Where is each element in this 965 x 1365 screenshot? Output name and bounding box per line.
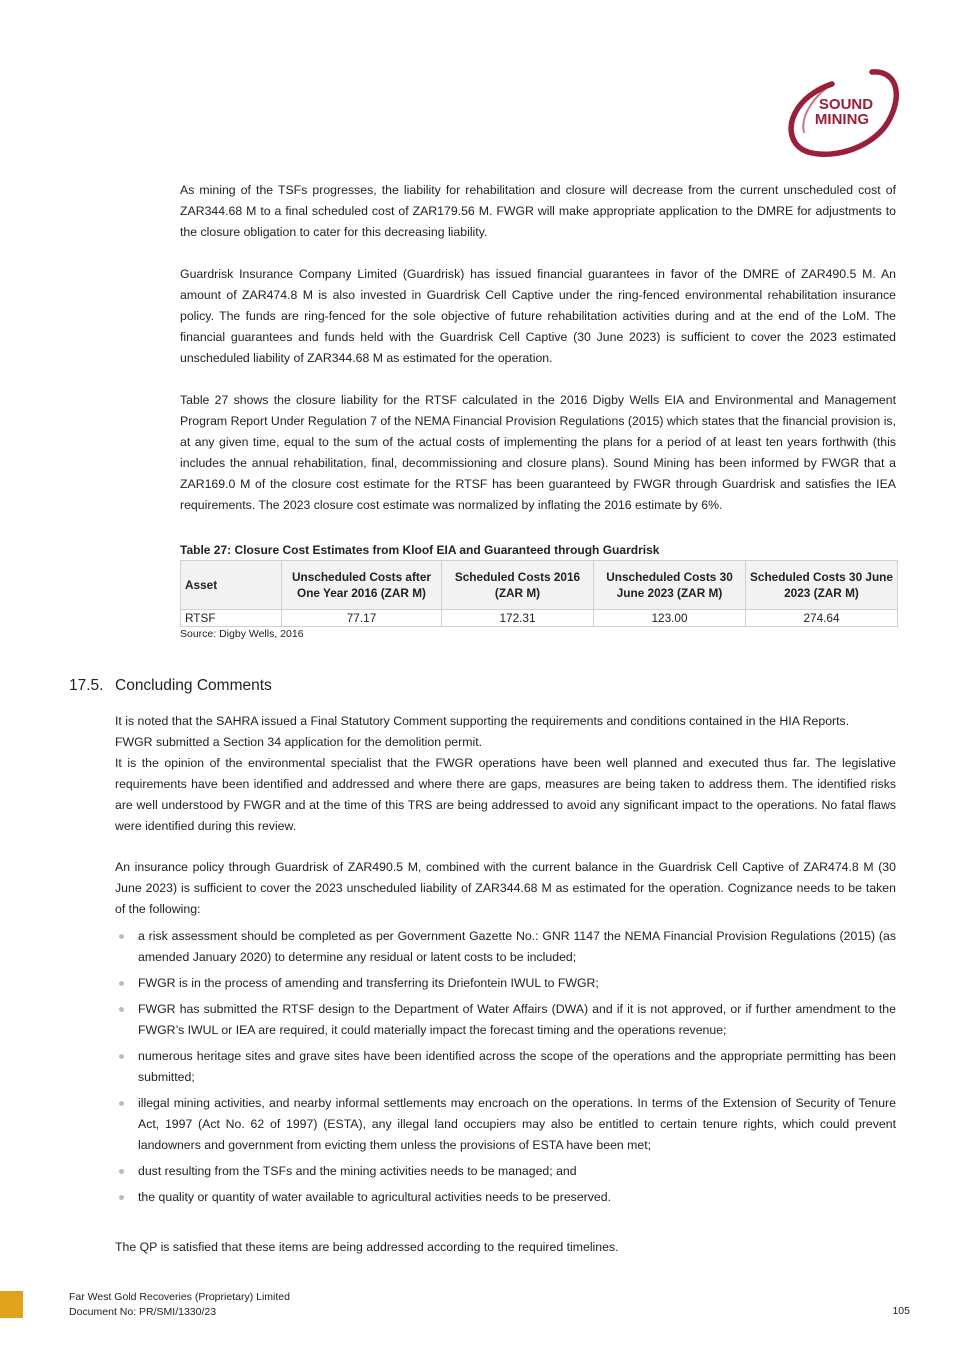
footer-document-no: Document No: PR/SMI/1330/23: [69, 1306, 217, 1318]
paragraph-opinion: It is the opinion of the environmental specialist that the FWGR operations have been well planned and executed thus far. The legislative requirements have been identified and addressed and where there are gaps, measures are being taken to address them. The identified risks are well understood by FWGR and at the time of this TRS are being addressed to avoid any significant impact to the operations. No fatal flaws were identified during this review.: [115, 756, 896, 833]
bullet-icon: [119, 934, 124, 939]
cell-unscheduled-2016: 77.17: [282, 610, 442, 627]
section-number: 17.5.: [69, 677, 104, 694]
footer-accent-bar: [0, 1291, 23, 1318]
cell-scheduled-2016: 172.31: [442, 610, 594, 627]
paragraph-closing: The QP is satisfied that these items are being addressed according to the required timelines.: [115, 1240, 619, 1254]
table-source: Source: Digby Wells, 2016: [180, 628, 304, 640]
bullet-icon: [119, 1101, 124, 1106]
section-heading: [69, 677, 272, 695]
bullet-icon: [119, 1054, 124, 1059]
cell-unscheduled-2023: 123.00: [594, 610, 746, 627]
list-item: a risk assessment should be completed as per Government Gazette No.: GNR 1147 the NEMA Financial Provision Regulations (2015) (as amended January 2020) to determine any residual or latent costs to be included;: [115, 926, 896, 968]
bullet-icon: [119, 981, 124, 986]
bullet-icon: [119, 1007, 124, 1012]
closure-cost-table: [180, 560, 898, 627]
paragraph-sahra-line-1: It is noted that the SAHRA issued a Final Statutory Comment supporting the requirements and conditions contained in the HIA Reports.: [115, 714, 850, 728]
col-header-asset: Asset: [181, 561, 282, 610]
cell-asset: RTSF: [181, 610, 282, 627]
list-item: the quality or quantity of water available to agricultural activities needs to be preserved.: [115, 1187, 896, 1208]
table-header-row: [181, 561, 898, 610]
footer-text: [69, 1290, 290, 1320]
bullet-icon: [119, 1195, 124, 1200]
cell-scheduled-2023: 274.64: [746, 610, 898, 627]
col-header-scheduled-2016: Scheduled Costs 2016 (ZAR M): [442, 561, 594, 610]
col-header-unscheduled-2023: Unscheduled Costs 30 June 2023 (ZAR M): [594, 561, 746, 610]
col-header-scheduled-2023: Scheduled Costs 30 June 2023 (ZAR M): [746, 561, 898, 610]
list-item: numerous heritage sites and grave sites have been identified across the scope of the operations and the appropriate permitting has been submitted;: [115, 1046, 896, 1088]
list-item: FWGR has submitted the RTSF design to the Department of Water Affairs (DWA) and if it is not approved, or if further amendment to the FWGR’s IWUL or IEA are required, it could materially impact the forecast timing and the operations revenue;: [115, 999, 896, 1041]
cognizance-list: [115, 926, 896, 1213]
table-caption: Table 27: Closure Cost Estimates from Kloof EIA and Guaranteed through Guardrisk: [180, 543, 660, 557]
paragraph-insurance: An insurance policy through Guardrisk of ZAR490.5 M, combined with the current balance in the Guardrisk Cell Captive of ZAR474.8 M (30 June 2023) is sufficient to cover the 2023 unscheduled liability of ZAR344.68 M as estimated for the operation. Cognizance needs to be taken of the following:: [115, 860, 896, 916]
logo-text-mining: MINING: [814, 111, 870, 128]
list-item: illegal mining activities, and nearby informal settlements may encroach on the operations. In terms of the Extension of Security of Tenure Act, 1997 (Act No. 62 of 1997) (ESTA), any illegal land occupiers may also be entitled to certain tenure rights, which could prevent landowners and government from evicting them unless the provisions of ESTA have been met;: [115, 1093, 896, 1156]
table-row: [181, 610, 898, 627]
logo-text-sound: SOUND: [818, 96, 874, 113]
footer-company: Far West Gold Recoveries (Proprietary) Limited: [69, 1291, 290, 1303]
page-number: 105: [892, 1305, 910, 1317]
col-header-unscheduled-2016: Unscheduled Costs after One Year 2016 (ZAR M): [282, 561, 442, 610]
paragraph-rehab-liability: As mining of the TSFs progresses, the liability for rehabilitation and closure will decrease from the current unscheduled cost of ZAR344.68 M to a final scheduled cost of ZAR179.56 M. FWGR will make appropriate application to the DMRE for adjustments to the closure obligation to cater for this decreasing liability.: [180, 183, 896, 239]
bullet-icon: [119, 1169, 124, 1174]
section-title: Concluding Comments: [115, 677, 272, 694]
paragraph-sahra: [115, 711, 896, 753]
paragraph-table-intro: Table 27 shows the closure liability for the RTSF calculated in the 2016 Digby Wells EIA and Environmental and Management Program Report Under Regulation 7 of the NEMA Financial Provision Regulations (2015) which states that the financial provision is, at any given time, equal to the sum of the actual costs of implementing the plans for a period of at least ten years forthwith (this includes the annual rehabilitation, final, decommissioning and closure plans). Sound Mining has been informed by FWGR that a ZAR169.0 M of the closure cost estimate for the RTSF has been guaranteed by FWGR through Guardrisk and satisfies the IEA requirements. The 2023 closure cost estimate was normalized by inflating the 2016 estimate by 6%.: [180, 393, 896, 512]
sound-mining-logo: [784, 66, 902, 158]
paragraph-sahra-line-2: FWGR submitted a Section 34 application for the demolition permit.: [115, 735, 483, 749]
paragraph-guardrisk: Guardrisk Insurance Company Limited (Guardrisk) has issued financial guarantees in favor of the DMRE of ZAR490.5 M. An amount of ZAR474.8 M is also invested in Guardrisk Cell Captive under the ring-fenced environmental rehabilitation insurance policy. The funds are ring-fenced for the sole objective of future rehabilitation activities during and at the end of the LoM. The financial guarantees and funds held with the Guardrisk Cell Captive (30 June 2023) is sufficient to cover the 2023 estimated unscheduled liability of ZAR344.68 M as estimated for the operation.: [180, 267, 896, 365]
list-item: FWGR is in the process of amending and transferring its Driefontein IWUL to FWGR;: [115, 973, 896, 994]
list-item: dust resulting from the TSFs and the mining activities needs to be managed; and: [115, 1161, 896, 1182]
